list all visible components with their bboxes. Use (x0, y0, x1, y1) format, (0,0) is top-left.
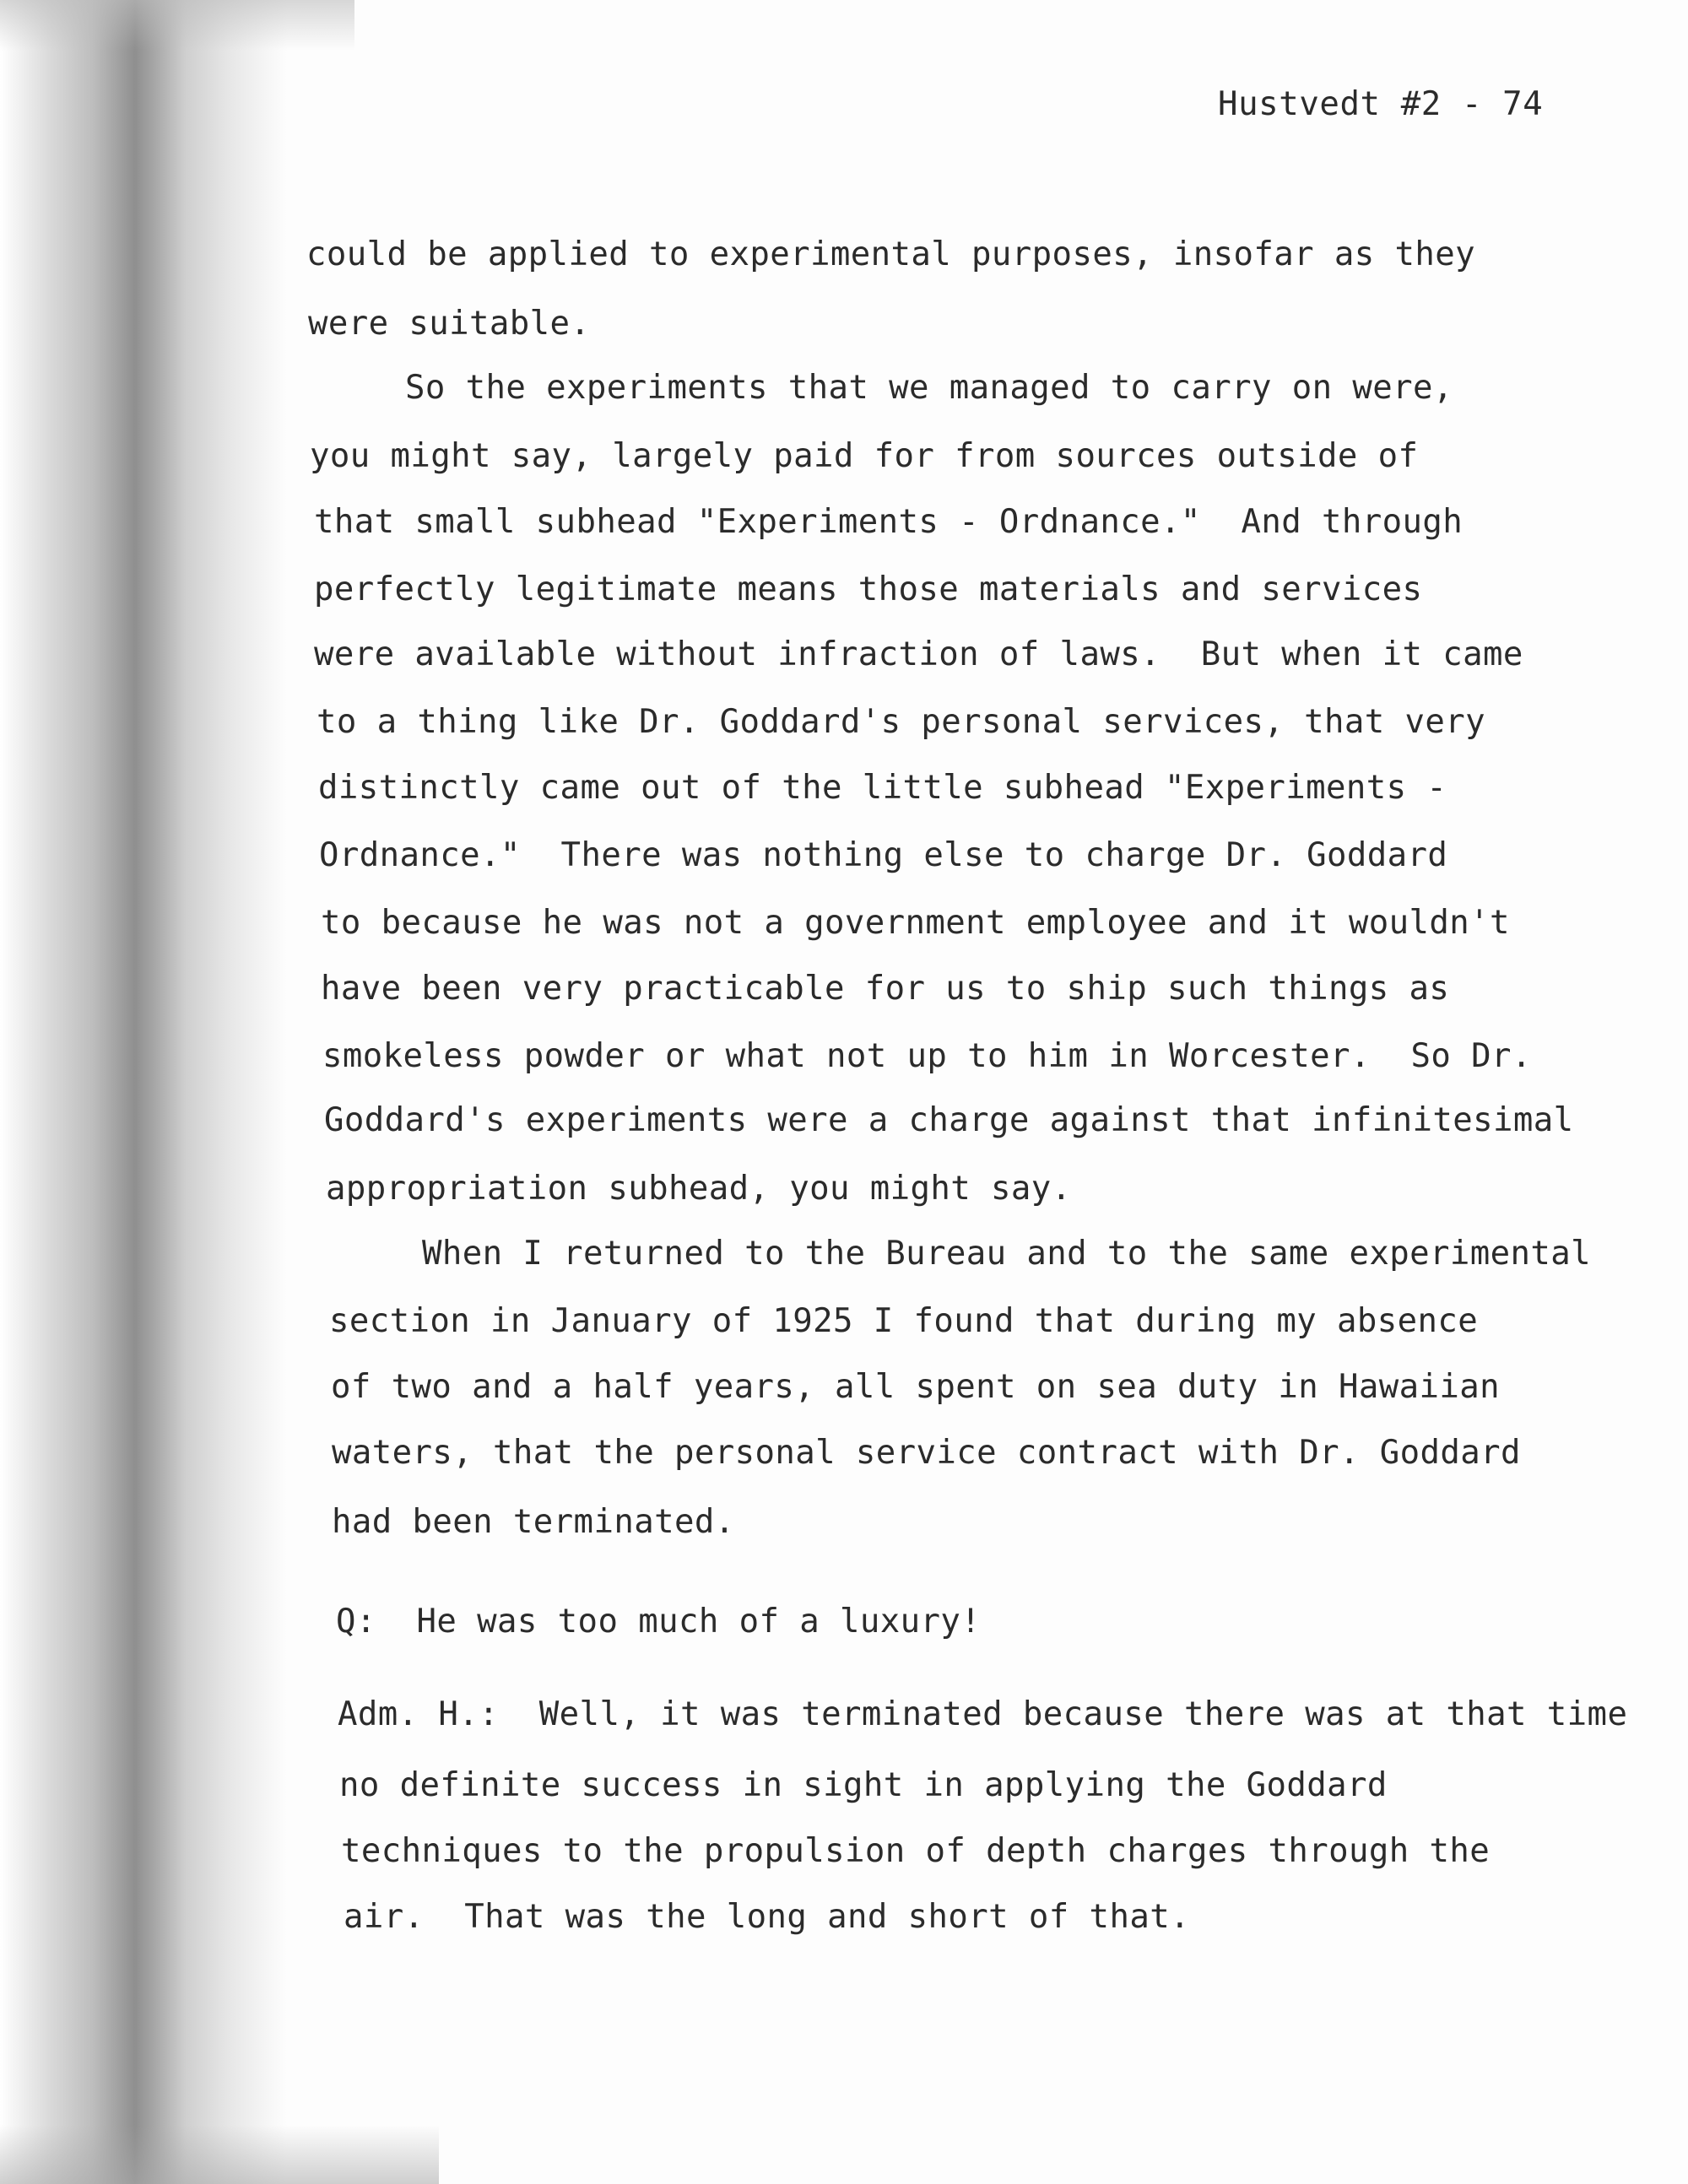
bottom-edge-shadow (0, 2125, 439, 2184)
text-line: distinctly came out of the little subhead "Experiments - (318, 769, 1447, 807)
text-line: Goddard's experiments were a charge against that infinitesimal (324, 1101, 1574, 1139)
text-line: were suitable. (308, 305, 591, 343)
top-edge-shadow (0, 0, 354, 51)
text-line: perfectly legitimate means those materials and services (314, 570, 1423, 608)
text-line: to a thing like Dr. Goddard's personal services, that very (316, 703, 1486, 741)
text-line: waters, that the personal service contract with Dr. Goddard (332, 1434, 1521, 1472)
text-line: When I returned to the Bureau and to the same experimental (422, 1235, 1592, 1273)
text-line: to because he was not a government employee and it wouldn't (321, 904, 1510, 942)
text-line: were available without infraction of laws. But when it came (314, 635, 1523, 673)
text-line: So the experiments that we managed to carry on were, (405, 369, 1453, 407)
binding-shadow (0, 0, 287, 2184)
text-line: air. That was the long and short of that. (344, 1898, 1190, 1936)
question-line: Q: He was too much of a luxury! (336, 1603, 982, 1641)
text-line: appropriation subhead, you might say. (326, 1170, 1072, 1208)
text-line: had been terminated. (332, 1503, 735, 1541)
text-line: have been very practicable for us to ship such things as (321, 970, 1450, 1008)
text-line: you might say, largely paid for from sources outside of (310, 437, 1419, 475)
text-line: of two and a half years, all spent on sea duty in Hawaiian (331, 1368, 1501, 1406)
text-line: smokeless powder or what not up to him in Worcester. So Dr. (322, 1037, 1532, 1075)
page-header: Hustvedt #2 - 74 (1218, 85, 1544, 123)
text-line: section in January of 1925 I found that during my absence (329, 1302, 1479, 1340)
text-line: that small subhead "Experiments - Ordnance." And through (314, 503, 1463, 541)
text-line: could be applied to experimental purposes, insofar as they (306, 235, 1476, 273)
text-line: no definite success in sight in applying the Goddard (339, 1766, 1388, 1804)
answer-line: Adm. H.: Well, it was terminated because there was at that time (338, 1695, 1628, 1733)
text-line: Ordnance." There was nothing else to charge Dr. Goddard (319, 836, 1448, 874)
text-line: techniques to the propulsion of depth charges through the (341, 1832, 1491, 1870)
